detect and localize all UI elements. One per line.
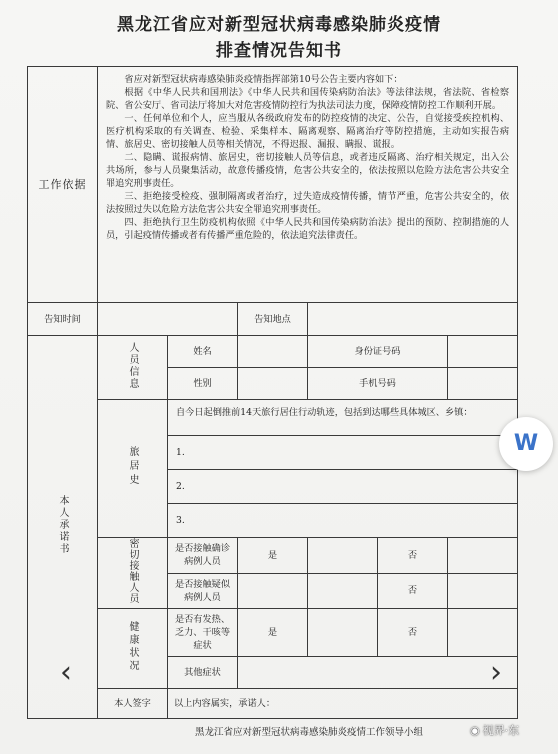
contacts-label-text: 密切接触人员 <box>127 538 138 604</box>
document-title-line2: 排查情况告知书 <box>216 41 342 61</box>
name-field[interactable] <box>238 336 308 368</box>
contact-suspected-question: 是否接触疑似病例人员 <box>168 573 238 609</box>
contact-suspected-no[interactable]: 否 <box>378 573 448 609</box>
notice-form-table <box>27 66 518 719</box>
notice-row <box>28 303 518 336</box>
basis-label: 工作依据 <box>28 67 98 303</box>
travel-label-text: 旅居史 <box>127 445 138 488</box>
issuer-footer: 黑龙江省应对新型冠状病毒感染肺炎疫情工作领导小组 <box>195 727 424 738</box>
document-title-line1: 黑龙江省应对新型冠状病毒感染肺炎疫情 <box>117 15 441 35</box>
symptom-no-box[interactable] <box>448 609 518 657</box>
health-label <box>98 609 168 689</box>
signature-row <box>28 689 518 719</box>
phone-label: 手机号码 <box>308 368 448 400</box>
symptom-yes[interactable]: 是 <box>238 609 308 657</box>
contact-suspected-yes-box[interactable] <box>238 573 308 609</box>
prev-page-arrow-icon[interactable]: ‹ <box>60 655 72 690</box>
phone-field[interactable] <box>448 368 518 400</box>
notice-place-field[interactable] <box>308 303 518 336</box>
signature-field[interactable]: 以上内容属实，承诺人： <box>168 689 518 719</box>
wechat-icon: ◉ <box>470 724 480 737</box>
contact-confirmed-no-box[interactable] <box>448 538 518 574</box>
contact-confirmed-question: 是否接触确诊病例人员 <box>168 538 238 574</box>
basis-paragraph: 省应对新型冠状病毒感染肺炎疫情指挥部第10号公告主要内容如下： <box>124 74 403 85</box>
signature-label: 本人签字 <box>98 689 168 719</box>
basis-paragraph: 二、隐瞒、谎报病情、旅居史，密切接触人员等信息，或者违反隔离、治疗相关规定，出入公共场所，参与人员聚集活动，故意传播疫情，危害公共安全的，依法按照以危险方法危害公共安全罪追究刑事责任。 <box>106 152 510 189</box>
notice-time-field[interactable] <box>98 303 238 336</box>
next-page-arrow-icon[interactable]: › <box>490 655 502 690</box>
name-label: 姓名 <box>168 336 238 368</box>
contact-suspected-yes-box-2[interactable] <box>308 573 378 609</box>
symptom-yes-box[interactable] <box>308 609 378 657</box>
watermark-text: 视界·东 <box>482 724 520 737</box>
contact-confirmed-yes[interactable]: 是 <box>238 538 308 574</box>
personnel-label-text: 人员信息 <box>127 341 138 390</box>
contact-confirmed-yes-box[interactable] <box>308 538 378 574</box>
basis-paragraph: 四、拒绝执行卫生防疫机构依照《中华人民共和国传染病防治法》提出的预防、控制措施的人员，引起疫情传播或者有传播严重危险的，依法追究法律责任。 <box>106 217 510 241</box>
basis-paragraph: 根据《中华人民共和国刑法》《中华人民共和国传染病防治法》等法律法规，省法院、省检察院、省公安厅、省司法厅将加大对危害疫情防控行为执法司法力度，保障疫情防控工作顺利开展。 <box>106 87 510 111</box>
basis-content <box>98 67 518 303</box>
symptom-question: 是否有发热、乏力、干咳等症状 <box>168 609 238 657</box>
contact-confirmed-no[interactable]: 否 <box>378 538 448 574</box>
personnel-label <box>98 336 168 400</box>
health-row-1 <box>28 609 518 657</box>
contact-suspected-no-box[interactable] <box>448 573 518 609</box>
basis-paragraph: 一、任何单位和个人，应当服从各级政府发布的防控疫情的决定、公告，自觉接受疾控机构、医疗机构采取的有关调查、检验、采集样本、隔离观察、隔离治疗等防控措施，主动如实报告病情、旅居史、密切接触人员等相关情况，不得迟报、漏报、瞒报、谎报。 <box>106 113 510 150</box>
personnel-row-1 <box>28 336 518 368</box>
contacts-label <box>98 538 168 609</box>
other-symptoms-field[interactable] <box>238 657 518 689</box>
travel-label <box>98 400 168 538</box>
travel-item-2[interactable]: 2. <box>168 470 518 504</box>
symptom-no[interactable]: 否 <box>378 609 448 657</box>
notice-time-label: 告知时间 <box>28 303 98 336</box>
watermark <box>470 722 519 738</box>
id-number-field[interactable] <box>448 336 518 368</box>
pledge-label-text: 本人承诺书 <box>57 495 68 555</box>
w-app-badge[interactable] <box>499 417 553 471</box>
contacts-row-1 <box>28 538 518 574</box>
travel-intro: 自今日起倒推前14天旅行居住行动轨迹，包括到达哪些具体城区、乡镇： <box>168 400 518 436</box>
id-number-label: 身份证号码 <box>308 336 448 368</box>
basis-row <box>28 67 518 303</box>
w-badge-letter: W <box>513 431 539 456</box>
health-label-text: 健康状况 <box>127 620 138 673</box>
notice-place-label: 告知地点 <box>238 303 308 336</box>
gender-field[interactable] <box>238 368 308 400</box>
basis-paragraph: 三、拒绝接受检疫、强制隔离或者治疗，过失造成疫情传播，情节严重，危害公共安全的，依法按照过失以危险方法危害公共安全罪追究刑事责任。 <box>106 191 510 215</box>
other-symptoms-label: 其他症状 <box>168 657 238 689</box>
gender-label: 性别 <box>168 368 238 400</box>
travel-item-3[interactable]: 3. <box>168 504 518 538</box>
travel-row-intro <box>28 400 518 436</box>
travel-item-1[interactable]: 1. <box>168 436 518 470</box>
